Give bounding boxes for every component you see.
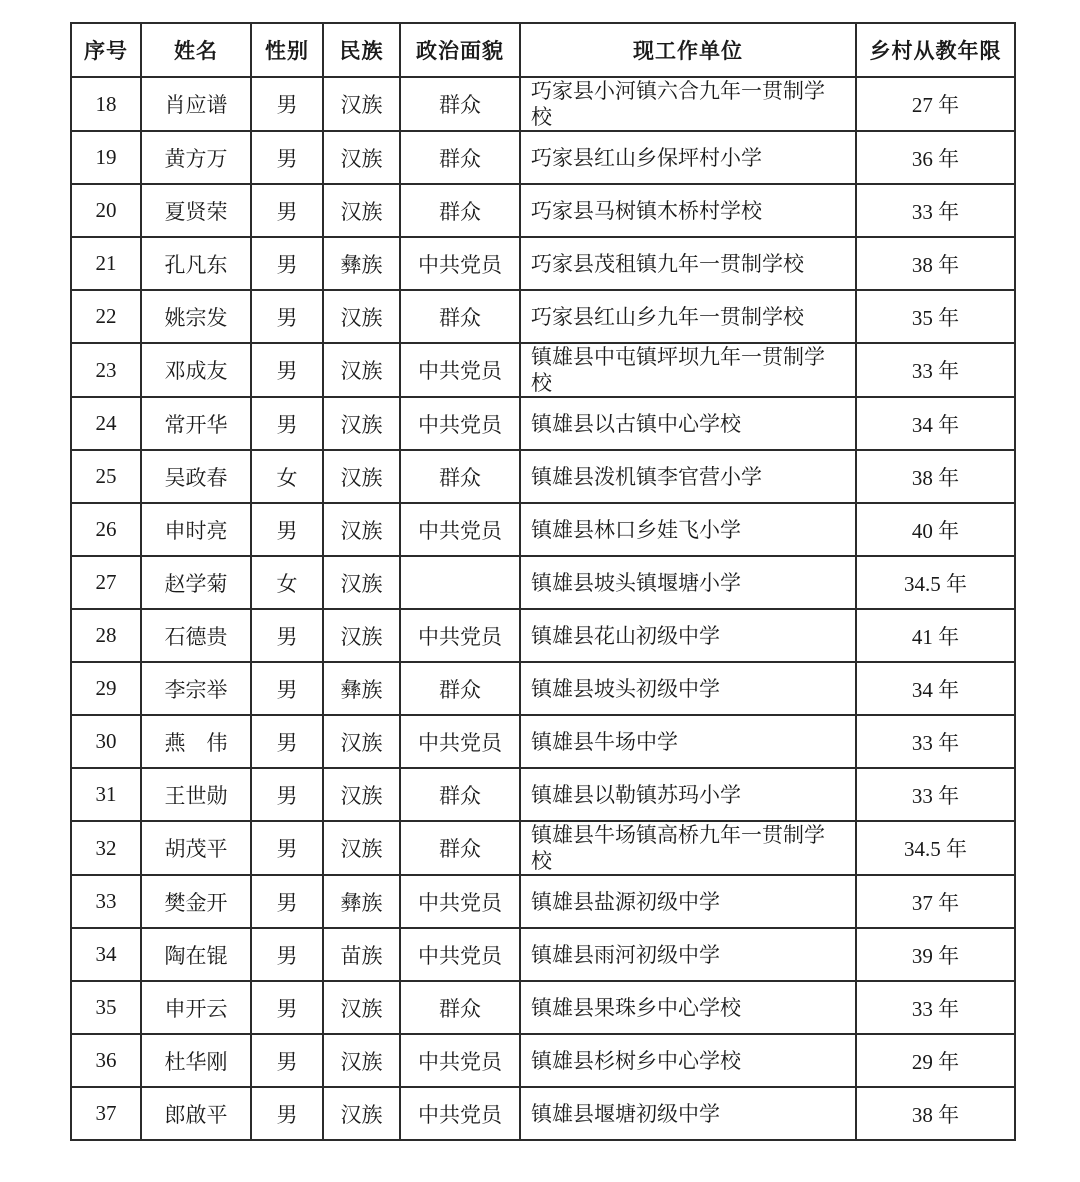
cell-work-unit: 镇雄县杉树乡中心学校 [520,1034,856,1087]
cell-work-unit: 镇雄县果珠乡中心学校 [520,981,856,1034]
cell-ethnicity: 汉族 [323,821,400,875]
cell-ethnicity: 汉族 [323,1087,400,1140]
cell-index: 24 [71,397,141,450]
cell-ethnicity: 汉族 [323,715,400,768]
cell-work-unit: 镇雄县雨河初级中学 [520,928,856,981]
cell-ethnicity: 苗族 [323,928,400,981]
table-row [71,821,1015,875]
cell-work-unit: 巧家县小河镇六合九年一贯制学校 [520,77,856,131]
cell-gender: 男 [251,981,323,1034]
cell-rural-teaching-years: 35 年 [856,290,1015,343]
cell-index: 19 [71,131,141,184]
cell-gender: 男 [251,715,323,768]
cell-rural-teaching-years: 27 年 [856,77,1015,131]
cell-name: 申时亮 [141,503,251,556]
cell-name: 申开云 [141,981,251,1034]
cell-work-unit: 巧家县茂租镇九年一贯制学校 [520,237,856,290]
cell-gender: 男 [251,1034,323,1087]
cell-work-unit: 镇雄县林口乡娃飞小学 [520,503,856,556]
cell-index: 37 [71,1087,141,1140]
cell-rural-teaching-years: 40 年 [856,503,1015,556]
cell-index: 31 [71,768,141,821]
cell-work-unit: 镇雄县堰塘初级中学 [520,1087,856,1140]
cell-political-status: 中共党员 [400,715,520,768]
cell-rural-teaching-years: 29 年 [856,1034,1015,1087]
cell-ethnicity: 汉族 [323,343,400,397]
cell-name: 杜华刚 [141,1034,251,1087]
cell-index: 35 [71,981,141,1034]
cell-rural-teaching-years: 33 年 [856,184,1015,237]
cell-work-unit: 镇雄县坡头镇堰塘小学 [520,556,856,609]
header-ethnicity: 民族 [323,23,400,77]
cell-gender: 男 [251,290,323,343]
cell-gender: 男 [251,397,323,450]
cell-name: 燕 伟 [141,715,251,768]
table-row [71,556,1015,609]
cell-work-unit: 镇雄县以古镇中心学校 [520,397,856,450]
cell-rural-teaching-years: 38 年 [856,237,1015,290]
cell-index: 18 [71,77,141,131]
cell-ethnicity: 彝族 [323,875,400,928]
table-row [71,77,1015,131]
cell-political-status: 群众 [400,768,520,821]
table-row [71,981,1015,1034]
cell-rural-teaching-years: 33 年 [856,981,1015,1034]
cell-name: 邓成友 [141,343,251,397]
cell-political-status: 群众 [400,77,520,131]
cell-political-status [400,556,520,609]
cell-index: 34 [71,928,141,981]
cell-rural-teaching-years: 36 年 [856,131,1015,184]
cell-political-status: 群众 [400,981,520,1034]
cell-political-status: 中共党员 [400,343,520,397]
table-row [71,875,1015,928]
table-row [71,1034,1015,1087]
cell-ethnicity: 汉族 [323,768,400,821]
table-row [71,928,1015,981]
cell-name: 黄方万 [141,131,251,184]
cell-rural-teaching-years: 33 年 [856,715,1015,768]
cell-index: 25 [71,450,141,503]
cell-name: 石德贵 [141,609,251,662]
cell-name: 樊金开 [141,875,251,928]
header-gender: 性别 [251,23,323,77]
table-row [71,397,1015,450]
cell-ethnicity: 汉族 [323,609,400,662]
cell-gender: 女 [251,450,323,503]
table-row [71,609,1015,662]
cell-rural-teaching-years: 41 年 [856,609,1015,662]
cell-name: 夏贤荣 [141,184,251,237]
cell-rural-teaching-years: 39 年 [856,928,1015,981]
cell-name: 吴政春 [141,450,251,503]
cell-political-status: 中共党员 [400,1087,520,1140]
cell-work-unit: 镇雄县花山初级中学 [520,609,856,662]
cell-ethnicity: 汉族 [323,1034,400,1087]
cell-work-unit: 镇雄县中屯镇坪坝九年一贯制学校 [520,343,856,397]
cell-ethnicity: 彝族 [323,237,400,290]
cell-work-unit: 镇雄县盐源初级中学 [520,875,856,928]
cell-gender: 男 [251,768,323,821]
table-row [71,1087,1015,1140]
table-row [71,184,1015,237]
cell-rural-teaching-years: 37 年 [856,875,1015,928]
cell-work-unit: 巧家县红山乡保坪村小学 [520,131,856,184]
cell-ethnicity: 汉族 [323,556,400,609]
cell-political-status: 中共党员 [400,397,520,450]
cell-name: 常开华 [141,397,251,450]
table-row [71,503,1015,556]
table-header [71,23,1015,77]
table-row [71,450,1015,503]
cell-index: 21 [71,237,141,290]
table-row [71,290,1015,343]
table-row [71,715,1015,768]
cell-index: 33 [71,875,141,928]
cell-gender: 男 [251,928,323,981]
cell-name: 孔凡东 [141,237,251,290]
cell-gender: 男 [251,237,323,290]
cell-index: 36 [71,1034,141,1087]
cell-ethnicity: 汉族 [323,450,400,503]
cell-name: 王世勋 [141,768,251,821]
cell-ethnicity: 汉族 [323,397,400,450]
cell-rural-teaching-years: 33 年 [856,343,1015,397]
cell-work-unit: 巧家县红山乡九年一贯制学校 [520,290,856,343]
cell-name: 郎啟平 [141,1087,251,1140]
cell-ethnicity: 汉族 [323,77,400,131]
cell-gender: 男 [251,1087,323,1140]
table-row [71,662,1015,715]
cell-ethnicity: 汉族 [323,184,400,237]
cell-gender: 女 [251,556,323,609]
cell-name: 陶在锟 [141,928,251,981]
cell-ethnicity: 汉族 [323,981,400,1034]
table-row [71,237,1015,290]
cell-political-status: 群众 [400,821,520,875]
cell-work-unit: 镇雄县牛场中学 [520,715,856,768]
cell-gender: 男 [251,131,323,184]
cell-political-status: 中共党员 [400,1034,520,1087]
cell-rural-teaching-years: 38 年 [856,1087,1015,1140]
cell-index: 30 [71,715,141,768]
cell-name: 肖应谱 [141,77,251,131]
teacher-roster-table [70,22,1016,1141]
table-row [71,343,1015,397]
cell-ethnicity: 汉族 [323,290,400,343]
cell-gender: 男 [251,609,323,662]
cell-gender: 男 [251,503,323,556]
cell-index: 20 [71,184,141,237]
header-name: 姓名 [141,23,251,77]
cell-gender: 男 [251,77,323,131]
cell-name: 赵学菊 [141,556,251,609]
cell-index: 28 [71,609,141,662]
cell-rural-teaching-years: 34.5 年 [856,821,1015,875]
cell-work-unit: 镇雄县坡头初级中学 [520,662,856,715]
cell-rural-teaching-years: 34 年 [856,662,1015,715]
cell-gender: 男 [251,662,323,715]
cell-work-unit: 镇雄县以勒镇苏玛小学 [520,768,856,821]
cell-rural-teaching-years: 33 年 [856,768,1015,821]
cell-gender: 男 [251,875,323,928]
cell-index: 29 [71,662,141,715]
cell-gender: 男 [251,343,323,397]
cell-gender: 男 [251,821,323,875]
cell-ethnicity: 彝族 [323,662,400,715]
header-index: 序号 [71,23,141,77]
cell-rural-teaching-years: 34.5 年 [856,556,1015,609]
cell-index: 22 [71,290,141,343]
cell-name: 姚宗发 [141,290,251,343]
cell-political-status: 中共党员 [400,875,520,928]
cell-name: 胡茂平 [141,821,251,875]
cell-ethnicity: 汉族 [323,503,400,556]
header-political-status: 政治面貌 [400,23,520,77]
cell-political-status: 群众 [400,131,520,184]
cell-work-unit: 镇雄县泼机镇李官营小学 [520,450,856,503]
cell-work-unit: 镇雄县牛场镇高桥九年一贯制学校 [520,821,856,875]
cell-political-status: 群众 [400,450,520,503]
cell-political-status: 中共党员 [400,928,520,981]
cell-political-status: 群众 [400,662,520,715]
table-row [71,768,1015,821]
cell-index: 27 [71,556,141,609]
header-work-unit: 现工作单位 [520,23,856,77]
cell-name: 李宗举 [141,662,251,715]
cell-rural-teaching-years: 34 年 [856,397,1015,450]
cell-gender: 男 [251,184,323,237]
cell-index: 23 [71,343,141,397]
cell-political-status: 群众 [400,184,520,237]
table-row [71,131,1015,184]
cell-index: 32 [71,821,141,875]
cell-index: 26 [71,503,141,556]
cell-political-status: 中共党员 [400,237,520,290]
cell-political-status: 中共党员 [400,609,520,662]
header-row [71,23,1015,77]
table-body [71,77,1015,1140]
header-rural-teaching-years: 乡村从教年限 [856,23,1015,77]
cell-political-status: 群众 [400,290,520,343]
cell-political-status: 中共党员 [400,503,520,556]
cell-ethnicity: 汉族 [323,131,400,184]
cell-work-unit: 巧家县马树镇木桥村学校 [520,184,856,237]
cell-rural-teaching-years: 38 年 [856,450,1015,503]
